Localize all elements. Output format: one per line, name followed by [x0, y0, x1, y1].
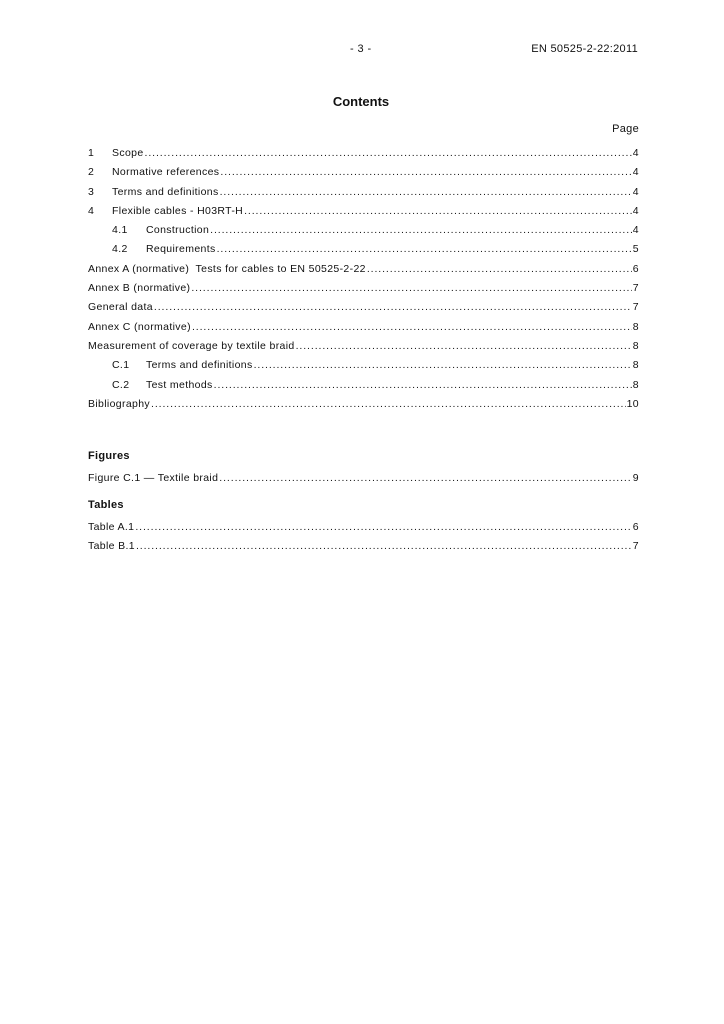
figures-heading: Figures	[88, 450, 130, 462]
toc-entry-title: Annex C (normative)	[88, 320, 191, 333]
toc-entry-number: 4.1	[112, 224, 128, 237]
table-entry-title: Table A.1	[88, 521, 135, 533]
toc-entry-number: 4.2	[112, 243, 128, 256]
toc-subentry[interactable]	[88, 240, 639, 259]
dot-leader	[136, 537, 632, 556]
tables-heading: Tables	[88, 499, 124, 511]
contents-title	[0, 94, 724, 109]
dot-leader	[214, 376, 632, 395]
figure-entry[interactable]	[88, 469, 639, 488]
toc-entry-number: 3	[88, 185, 95, 198]
toc-entry[interactable]	[88, 260, 639, 279]
dot-leader	[151, 395, 626, 414]
toc-entry-title: Annex A (normative) Tests for cables to EN 50525-2-22	[88, 262, 366, 275]
toc-entry-page: 6	[632, 262, 639, 275]
toc-entry[interactable]	[88, 337, 639, 356]
toc-entry-title: Construction	[146, 224, 210, 237]
toc-subentry[interactable]	[88, 356, 639, 375]
toc-entry[interactable]	[88, 298, 639, 317]
dot-leader	[244, 202, 632, 221]
toc-entry-title: Normative references	[112, 166, 220, 179]
toc-entry-page: 4	[632, 185, 639, 198]
contents-title-text: Contents	[332, 94, 390, 109]
toc-entry-number: 1	[88, 147, 95, 159]
toc-entry-page: 8	[632, 339, 639, 352]
toc-subentry[interactable]	[88, 221, 639, 240]
toc-entry[interactable]	[88, 183, 639, 202]
page-number: - 3 -	[350, 43, 372, 55]
dot-leader	[254, 356, 632, 375]
toc-entry[interactable]	[88, 318, 639, 337]
toc-entry[interactable]	[88, 395, 639, 414]
toc-entry-number: C.2	[112, 378, 130, 391]
toc-entry-number: 4	[88, 204, 95, 217]
toc-entry-page: 8	[632, 359, 639, 372]
dot-leader	[191, 279, 631, 298]
table-entry[interactable]	[88, 518, 639, 537]
toc-entry-page: 5	[632, 243, 639, 256]
dot-leader	[217, 240, 632, 259]
figure-entry-title: Figure C.1 — Textile braid	[88, 472, 219, 484]
table-of-contents	[88, 144, 639, 414]
dot-leader	[220, 163, 631, 182]
toc-entry-page: 7	[632, 301, 639, 314]
toc-entry[interactable]	[88, 144, 639, 163]
toc-entry[interactable]	[88, 279, 639, 298]
dot-leader	[210, 221, 632, 240]
toc-entry-page: 7	[632, 282, 639, 295]
figure-entry-page: 9	[632, 472, 639, 484]
dot-leader	[367, 260, 632, 279]
toc-entry-title: Measurement of coverage by textile braid	[88, 339, 295, 352]
dot-leader	[220, 183, 632, 202]
toc-entry-page: 8	[632, 320, 639, 333]
page-header	[0, 43, 724, 59]
toc-entry-page: 4	[632, 224, 639, 237]
dot-leader	[219, 469, 632, 488]
toc-entry-title: Terms and definitions	[112, 185, 219, 198]
table-entry-page: 6	[632, 521, 639, 533]
toc-entry-page: 10	[626, 397, 639, 410]
toc-entry-page: 4	[632, 166, 639, 179]
table-entry-title: Table B.1	[88, 540, 135, 553]
document-id: EN 50525-2-22:2011	[531, 43, 638, 55]
toc-entry-title: General data	[88, 301, 153, 314]
dot-leader	[135, 518, 631, 537]
dot-leader	[145, 144, 632, 163]
toc-entry-page: 8	[632, 378, 639, 391]
toc-entry-title: Test methods	[146, 378, 213, 391]
toc-entry-number: C.1	[112, 359, 130, 372]
list-of-tables	[88, 518, 639, 557]
toc-entry-title: Scope	[112, 147, 144, 159]
table-entry-page: 7	[632, 540, 639, 553]
toc-entry[interactable]	[88, 202, 639, 221]
toc-subentry[interactable]	[88, 376, 639, 395]
toc-entry-number: 2	[88, 166, 95, 179]
toc-entry-title: Terms and definitions	[146, 359, 253, 372]
dot-leader	[154, 298, 632, 317]
dot-leader	[192, 318, 632, 337]
table-entry[interactable]	[88, 537, 639, 556]
toc-entry-title: Annex B (normative)	[88, 282, 191, 295]
list-of-figures	[88, 469, 639, 488]
toc-entry-page: 4	[632, 147, 639, 159]
toc-entry-title: Bibliography	[88, 397, 150, 410]
toc-entry-page: 4	[632, 204, 639, 217]
toc-entry-title: Flexible cables - H03RT-H	[112, 204, 244, 217]
page-column-label: Page	[612, 123, 639, 135]
toc-entry-title: Requirements	[146, 243, 216, 256]
dot-leader	[296, 337, 632, 356]
toc-entry[interactable]	[88, 163, 639, 182]
